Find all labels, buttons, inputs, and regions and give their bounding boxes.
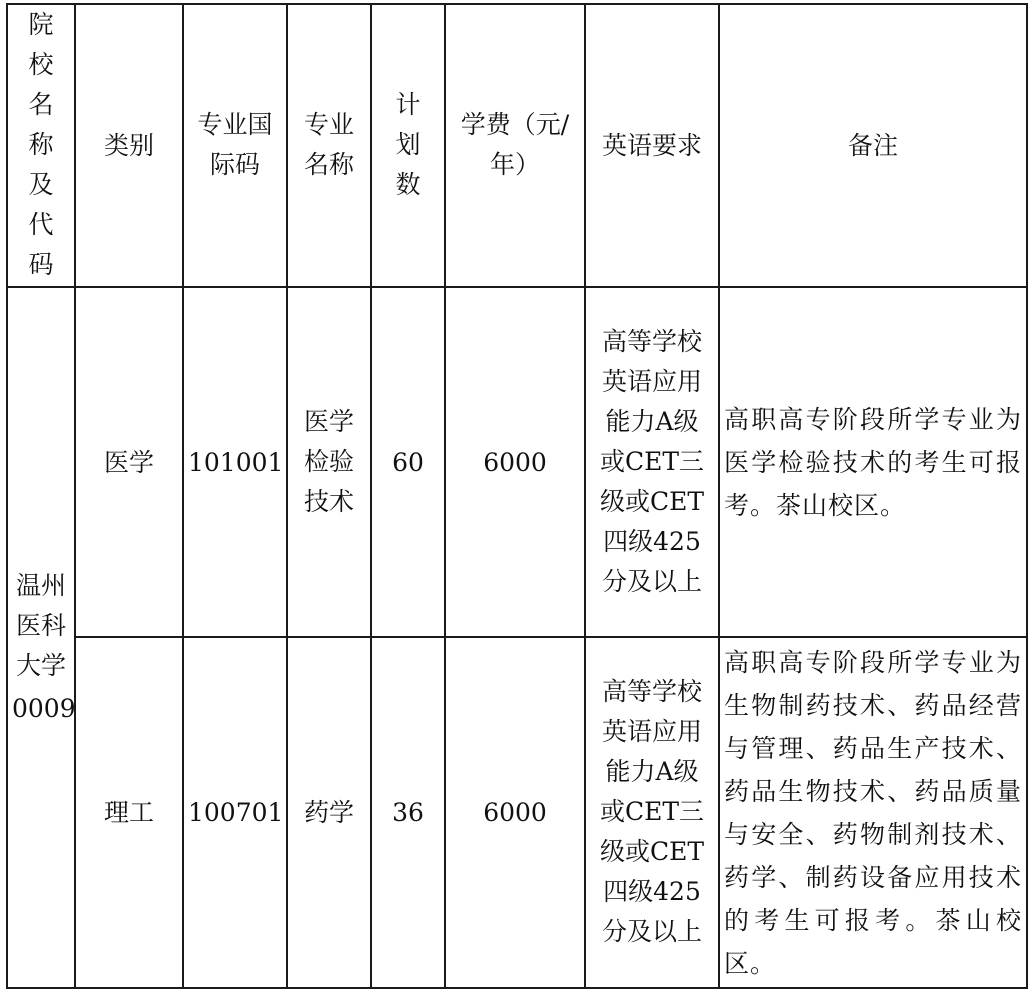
- admissions-table: [6, 3, 1028, 989]
- header-school: 院校名称及代码: [7, 4, 75, 287]
- category-cell: 医学: [75, 287, 183, 637]
- tuition-cell: 6000: [445, 287, 585, 637]
- major-code-cell: 100701: [183, 637, 287, 988]
- table-row: [7, 637, 1027, 988]
- header-category: 类别: [75, 4, 183, 287]
- header-notes: 备注: [719, 4, 1027, 287]
- school-cell: [7, 287, 75, 988]
- english-cell: 高等学校英语应用能力A级或CET三级或CET四级425分及以上: [585, 287, 719, 637]
- major-name-cell: 药学: [287, 637, 371, 988]
- header-english: 英语要求: [585, 4, 719, 287]
- header-major-code: 专业国际码: [183, 4, 287, 287]
- major-code-cell: 101001: [183, 287, 287, 637]
- header-plan: 计划数: [371, 4, 445, 287]
- school-name: 温州医科大学: [16, 570, 67, 680]
- notes-cell: 高职高专阶段所学专业为生物制药技术、药品经营与管理、药品生产技术、药品生物技术、药品质量与安全、药物制剂技术、药学、制药设备应用技术的考生可报考。茶山校区。: [719, 637, 1027, 988]
- table-row: [7, 287, 1027, 637]
- notes-cell: 高职高专阶段所学专业为医学检验技术的考生可报考。茶山校区。: [719, 287, 1027, 637]
- header-major-name: 专业名称: [287, 4, 371, 287]
- table-header-row: [7, 4, 1027, 287]
- major-name-cell: 医学检验技术: [287, 287, 371, 637]
- plan-cell: 36: [371, 637, 445, 988]
- plan-cell: 60: [371, 287, 445, 637]
- category-cell: 理工: [75, 637, 183, 988]
- school-code: 0009: [12, 693, 76, 723]
- tuition-cell: 6000: [445, 637, 585, 988]
- english-cell: 高等学校英语应用能力A级或CET三级或CET四级425分及以上: [585, 637, 719, 988]
- header-tuition: 学费（元/年）: [445, 4, 585, 287]
